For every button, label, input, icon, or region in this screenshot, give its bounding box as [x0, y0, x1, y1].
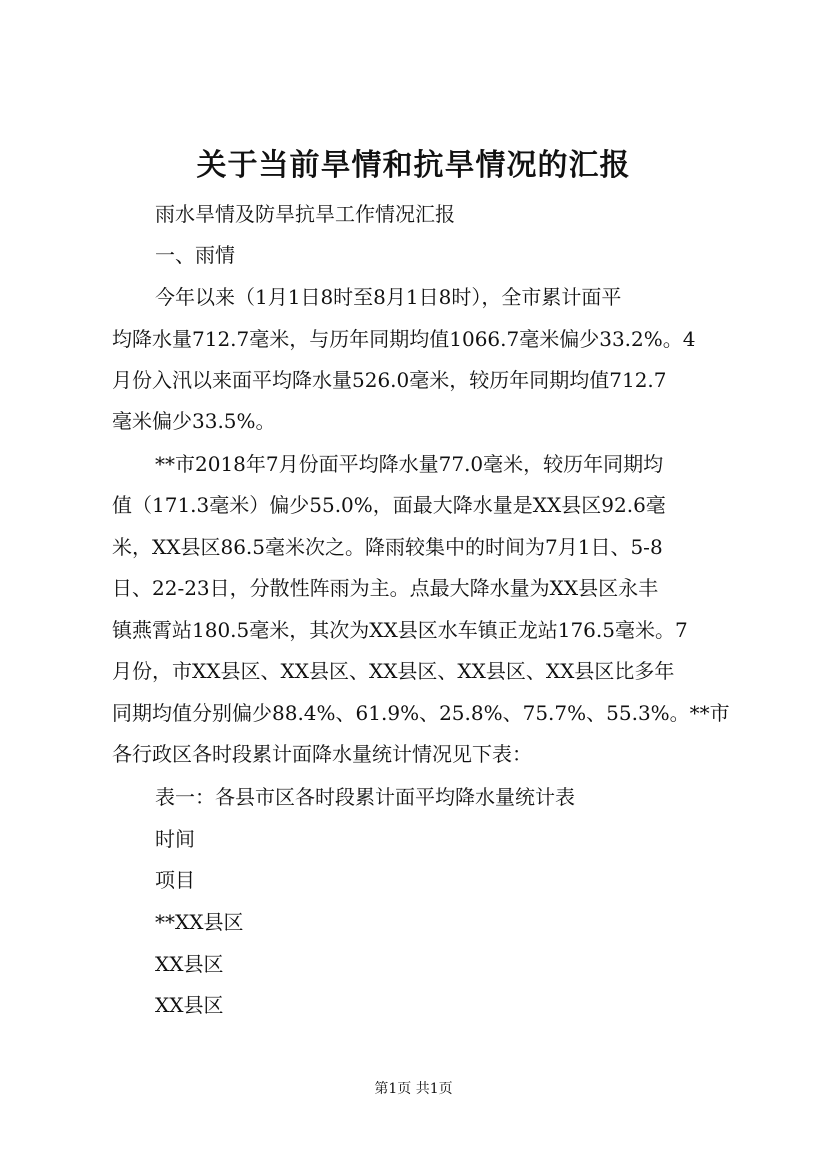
paragraph-line: 日、22-23日，分散性阵雨为主。点最大降水量为XX县区永丰: [112, 576, 659, 600]
table-caption: 表一：各县市区各时段累计面平均降水量统计表: [155, 785, 575, 809]
paragraph-line: 月份，市XX县区、XX县区、XX县区、XX县区、XX县区比多年: [112, 659, 675, 683]
table-item: 时间: [155, 827, 195, 851]
page-footer: 第1页 共1页: [374, 1081, 453, 1097]
document-subtitle: 雨水旱情及防旱抗旱工作情况汇报: [155, 202, 455, 226]
paragraph-line: 值（171.3毫米）偏少55.0%，面最大降水量是XX县区92.6毫: [112, 493, 666, 517]
paragraph-line: 今年以来（1月1日8时至8月1日8时），全市累计面平: [155, 285, 622, 309]
paragraph-line: 月份入汛以来面平均降水量526.0毫米，较历年同期均值712.7: [112, 368, 667, 392]
paragraph-line: 各行政区各时段累计面降水量统计情况见下表：: [112, 742, 532, 766]
paragraph-line: 毫米偏少33.5%。: [112, 409, 276, 433]
paragraph-line: 同期均值分别偏少88.4%、61.9%、25.8%、75.7%、55.3%。**市: [112, 701, 730, 725]
section-heading: 一、雨情: [155, 243, 235, 267]
document-title: 关于当前旱情和抗旱情况的汇报: [196, 148, 631, 183]
table-item: XX县区: [155, 993, 224, 1017]
paragraph-line: 镇燕霄站180.5毫米，其次为XX县区水车镇正龙站176.5毫米。7: [112, 618, 688, 642]
paragraph-line: 均降水量712.7毫米，与历年同期均值1066.7毫米偏少33.2%。4: [112, 327, 696, 351]
table-item: 项目: [155, 868, 195, 892]
paragraph-line: 米，XX县区86.5毫米次之。降雨较集中的时间为7月1日、5-8: [112, 535, 663, 559]
paragraph-line: **市2018年7月份面平均降水量77.0毫米，较历年同期均: [155, 452, 664, 476]
table-item: XX县区: [155, 952, 224, 976]
table-item: **XX县区: [155, 910, 244, 934]
